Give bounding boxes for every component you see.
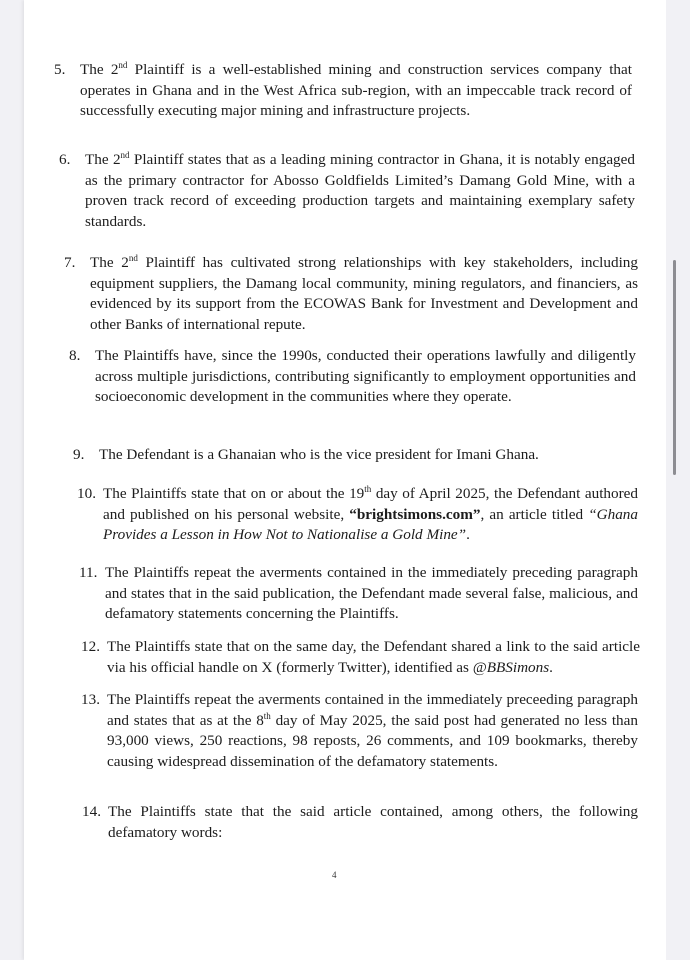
paragraph-8: 8. The Plaintiffs have, since the 1990s, conducted their operations lawfully and diligently across multiple jurisdictions, contributing significantly to employment opportunities and socioeconomic development in the communities where they operate. xyxy=(69,347,636,405)
paragraph-13: 13. The Plaintiffs repeat the averments contained in the immediately preceeding paragraph and states that as at the 8th day of May 2025, the said post had generated no less than 93,000 views, 250 reactions, 98 reposts, 26 comments, and 109 bookmarks, thereby causing widespread dissemination of the defamatory statements. xyxy=(81,691,638,770)
page-number: 4 xyxy=(332,870,337,880)
twitter-handle: @BBSimons xyxy=(472,658,550,676)
paragraph-number: 5. xyxy=(54,61,66,78)
scrollbar-thumb[interactable] xyxy=(673,260,676,475)
document-page xyxy=(24,0,666,960)
paragraph-number: 12. xyxy=(81,638,100,655)
paragraph-number: 13. xyxy=(81,691,100,708)
paragraph-number: 10. xyxy=(77,485,96,502)
paragraph-7: 7. The 2nd Plaintiff has cultivated strong relationships with key stakeholders, including equipment suppliers, the Damang local community, mining regulators, and financiers, as evidenced by its support from the ECOWAS Bank for Investment and Development and other Banks of international repute. xyxy=(64,253,638,333)
paragraph-6: 6. The 2nd Plaintiff states that as a leading mining contractor in Ghana, it is notably engaged as the primary contractor for Abosso Goldfields Limited’s Damang Gold Mine, with a proven track record of exceeding production targets and maintaining exemplary safety standards. xyxy=(59,150,635,230)
article-title: “Ghana Provides a Lesson in How Not to Nationalise a Gold Mine” xyxy=(103,505,638,543)
paragraph-12: 12. The Plaintiffs state that on the same day, the Defendant shared a link to the said article via his official handle on X (formerly Twitter), identified as @BBSimons. xyxy=(81,638,640,676)
paragraph-number: 6. xyxy=(59,151,71,168)
paragraph-5: 5. The 2nd Plaintiff is a well-established mining and construction services company that operates in Ghana and in the West Africa sub-region, with an impeccable track record of successfully executing major mining and infrastructure projects. xyxy=(54,60,632,119)
paragraph-11: 11. The Plaintiffs repeat the averments contained in the immediately preceding paragraph and states that in the said publication, the Defendant made several false, malicious, and defamatory statements concerning the Plaintiffs. xyxy=(79,564,638,622)
paragraph-14: 14. The Plaintiffs state that the said article contained, among others, the following defamatory words: xyxy=(82,803,638,841)
paragraph-number: 7. xyxy=(64,254,76,271)
paragraph-number: 9. xyxy=(73,446,85,463)
paragraph-10: 10. The Plaintiffs state that on or about the 19th day of April 2025, the Defendant authored and published on his personal website, “brightsimons.com”, an article titled “Ghana Provides a Lesson in How Not to Nationalise a Gold Mine”. xyxy=(77,484,638,543)
paragraph-9: 9. The Defendant is a Ghanaian who is the vice president for Imani Ghana. xyxy=(99,445,639,466)
website-name: “brightsimons.com” xyxy=(349,505,481,523)
scrollbar-track[interactable] xyxy=(666,0,690,960)
paragraph-number: 14. xyxy=(82,803,101,820)
paragraph-number: 8. xyxy=(69,347,81,364)
paragraph-number: 11. xyxy=(79,564,98,581)
